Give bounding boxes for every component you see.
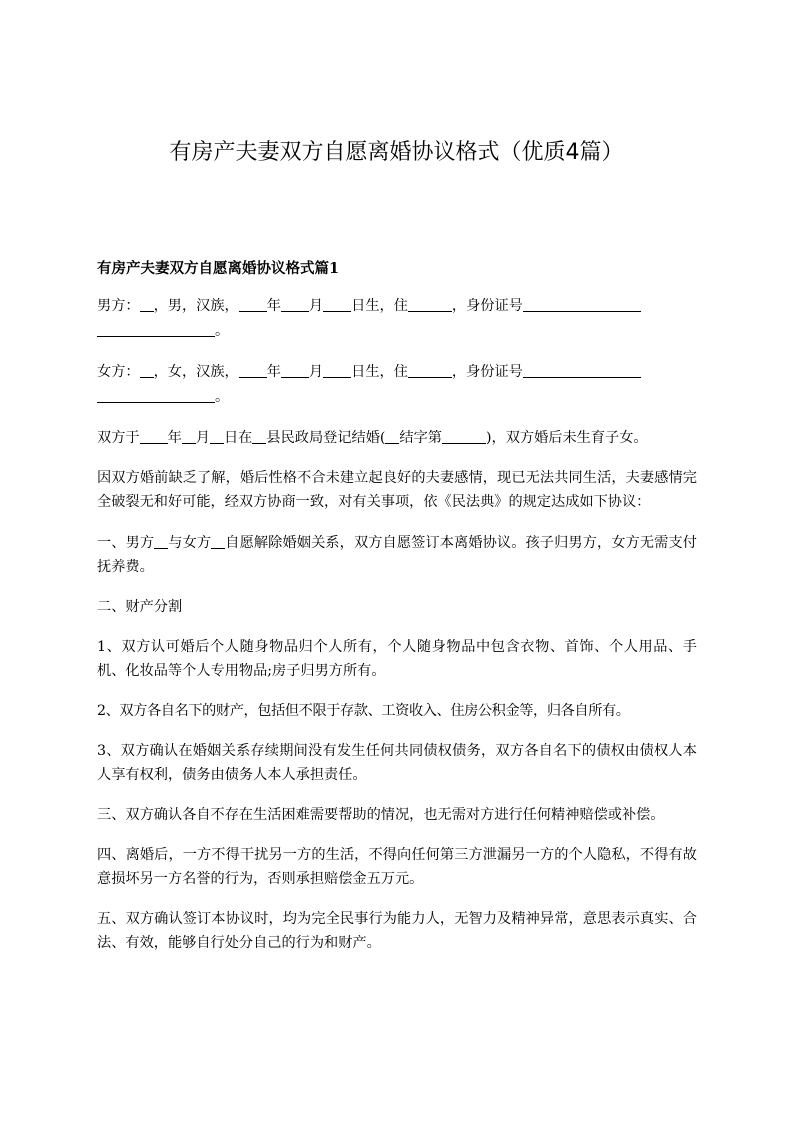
blank-male-name — [154, 532, 168, 549]
blank-female-name — [211, 532, 225, 549]
text-segment: ，男，汉族， — [153, 298, 239, 314]
blank-day — [210, 427, 224, 444]
blank-day — [323, 361, 351, 378]
text-segment: 一、男方 — [97, 535, 155, 551]
blank-year — [239, 361, 267, 378]
blank-day — [323, 295, 351, 312]
text-segment: 。 — [215, 323, 230, 339]
text-segment: 年 — [266, 364, 281, 380]
blank-address — [408, 361, 452, 378]
text-segment: 月 — [308, 364, 324, 380]
document-title: 有房产夫妻双方自愿离婚协议格式（优质4篇） — [169, 140, 624, 165]
text-segment: 日在 — [223, 430, 253, 446]
blank-address — [408, 295, 452, 312]
text-segment: 。 — [215, 389, 230, 405]
paragraph-item-4: 四、离婚后，一方不得干扰另一方的生活，不得向任何第三方泄漏另一方的个人隐私，不得有故意损坏另一方名誉的行为，否则承担赔偿金五万元。 — [97, 847, 697, 887]
document-body — [97, 257, 697, 971]
text-segment: 年 — [266, 298, 281, 314]
text-segment: 月 — [195, 430, 210, 446]
blank-id-number — [523, 295, 641, 312]
blank-name — [140, 295, 154, 312]
blank-cert-prefix — [385, 427, 399, 444]
text-segment: ，身份证号 — [451, 364, 523, 380]
paragraph-reason: 因双方婚前缺乏了解，婚后性格不合未建立起良好的夫妻感情，现已无法共同生活，夫妻感情完全破裂无和好可能，经双方协商一致，对有关事项，依《民法典》的规定达成如下协议： — [97, 470, 697, 510]
section-heading: 有房产夫妻双方自愿离婚协议格式篇1 — [97, 260, 340, 277]
paragraph-item-3: 三、双方确认各自不存在生活困难需要帮助的情况，也无需对方进行任何精神赔偿或补偿。 — [97, 807, 665, 823]
paragraph-item-2-2: 2、双方各自名下的财产，包括但不限于存款、工资收入、住房公积金等，归各自所有。 — [97, 703, 630, 719]
blank-year — [140, 427, 168, 444]
text-segment: 日生，住 — [351, 364, 408, 380]
text-segment: 日生，住 — [351, 298, 408, 314]
text-segment: 年 — [167, 430, 182, 446]
blank-month — [281, 295, 309, 312]
blank-county — [252, 427, 266, 444]
paragraph-item-5: 五、双方确认签订本协议时，均为完全民事行为能力人，无智力及精神异常，意思表示真实、合法、有效，能够自行处分自己的行为和财产。 — [97, 911, 697, 951]
text-segment: 男方： — [97, 298, 140, 314]
paragraph-marriage-registration — [97, 425, 697, 450]
paragraph-item-2-1: 1、双方认可婚后个人随身物品归个人所有，个人随身物品中包含衣物、首饰、个人用品、手机、化妆品等个人专用物品;房子归男方所有。 — [97, 639, 697, 679]
blank-id-number — [523, 361, 641, 378]
blank-year — [239, 295, 267, 312]
blank-month — [182, 427, 196, 444]
text-segment: 自愿解除婚姻关系，双方自愿签订本离婚协议。孩子归男方，女方无需支付抚养费。 — [97, 535, 697, 575]
blank-id-number-continued — [97, 386, 215, 403]
paragraph-item-2-3: 3、双方确认在婚姻关系存续期间没有发生任何共同债权债务，双方各自名下的债权由债权人本人享有权利，债务由债务人本人承担责任。 — [97, 743, 697, 783]
text-segment: 与女方 — [168, 535, 212, 551]
blank-cert-number — [442, 427, 486, 444]
text-segment: 结字第 — [399, 430, 442, 446]
text-segment: 双方于 — [97, 430, 140, 446]
text-segment: 县民政局登记结婚( — [266, 430, 386, 446]
paragraph-item-2: 二、财产分割 — [97, 599, 183, 615]
paragraph-female-party — [97, 359, 697, 409]
text-segment: 月 — [308, 298, 324, 314]
blank-id-number-continued — [97, 320, 215, 337]
blank-name — [140, 361, 154, 378]
blank-month — [281, 361, 309, 378]
text-segment: )，双方婚后未生育子女。 — [486, 430, 648, 446]
text-segment: ，身份证号 — [451, 298, 523, 314]
paragraph-item-1 — [97, 530, 697, 579]
text-segment: 女方： — [97, 364, 140, 380]
text-segment: ，女，汉族， — [153, 364, 239, 380]
paragraph-male-party — [97, 293, 697, 343]
